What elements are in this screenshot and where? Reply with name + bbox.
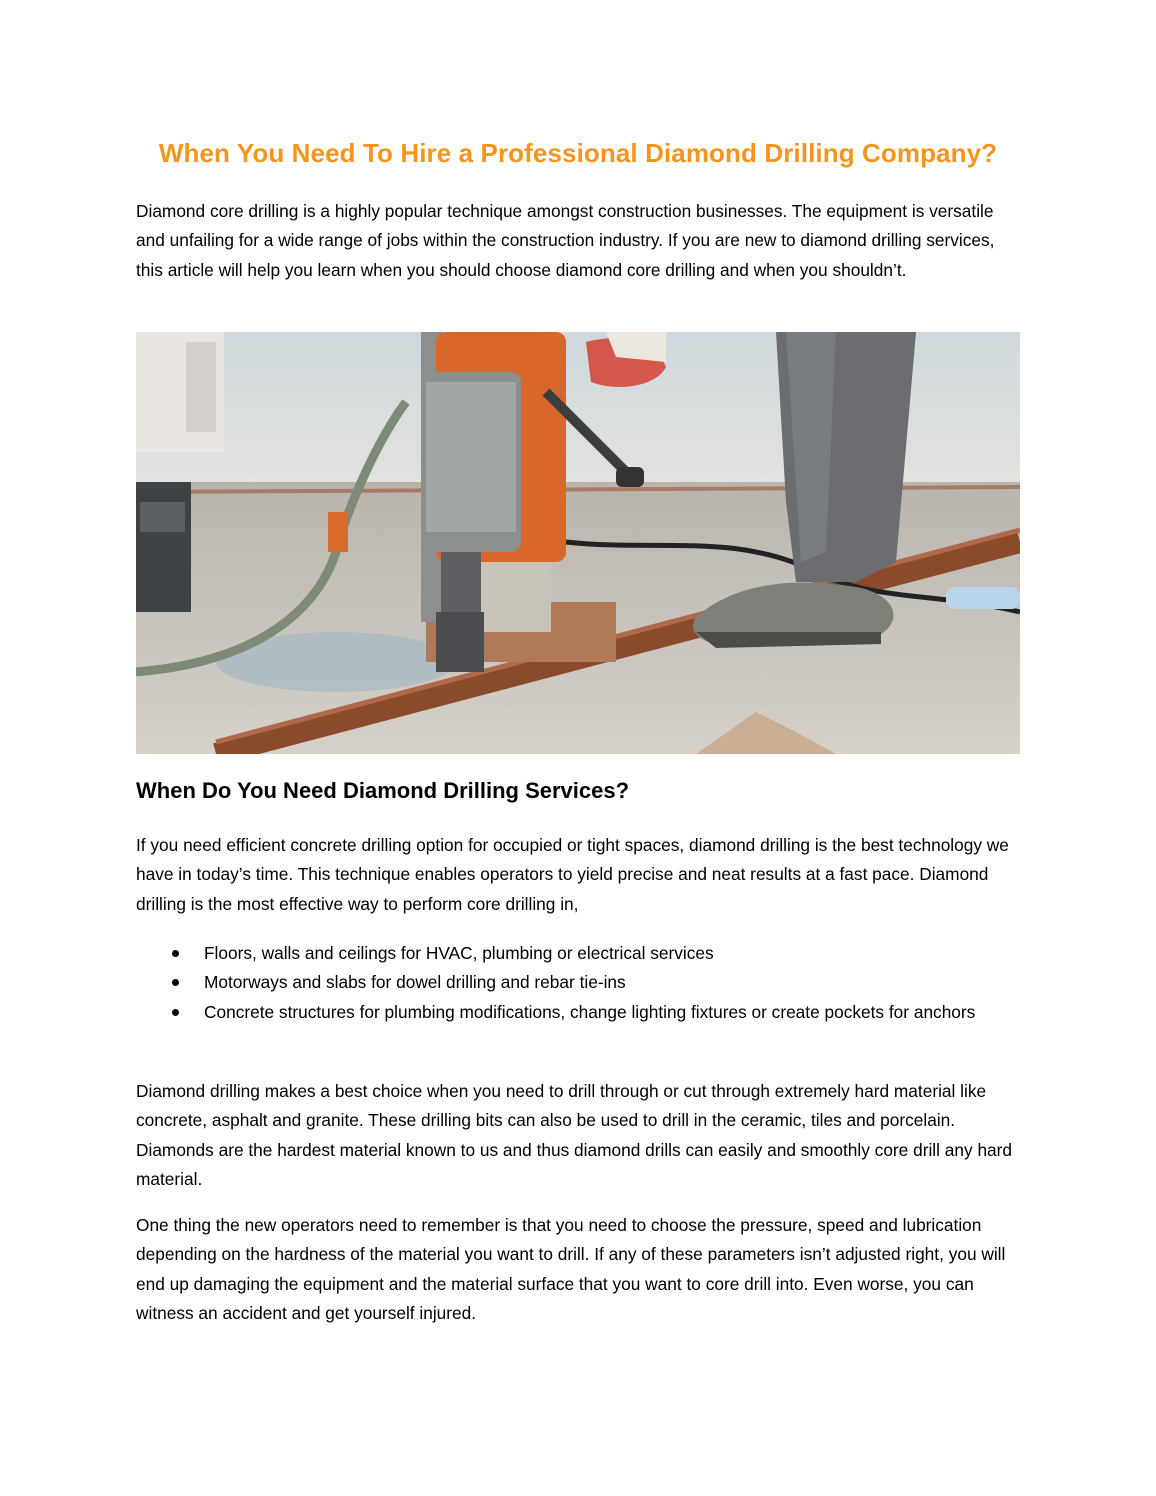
list-item-text: Floors, walls and ceilings for HVAC, plumbing or electrical services <box>204 943 714 963</box>
bullet-icon <box>172 979 179 986</box>
article-title: When You Need To Hire a Professional Diamond Drilling Company? <box>158 138 998 168</box>
bullet-icon <box>172 1009 179 1016</box>
list-item <box>136 968 1016 997</box>
operators-paragraph: One thing the new operators need to remember is that you need to choose the pressure, speed and lubrication depending on the hardness of the material you want to drill. If any of these parameters isn’t adjusted right, you will end up damaging the equipment and the material surface that you want to core drill into. Even worse, you can witness an accident and get yourself injured. <box>136 1215 1006 1324</box>
drilling-photo <box>136 332 1020 754</box>
list-item <box>136 939 1016 968</box>
list-item-text: Concrete structures for plumbing modifications, change lighting fixtures or create pockets for anchors <box>204 1001 976 1022</box>
section-intro-paragraph: If you need efficient concrete drilling option for occupied or tight spaces, diamond drilling is the best technology we have in today’s time. This technique enables operators to yield precise and neat results at a fast pace. Diamond drilling is the most effective way to perform core drilling in, <box>136 835 1009 914</box>
bullet-list <box>136 939 1016 1027</box>
list-item <box>136 998 1016 1027</box>
section-heading: When Do You Need Diamond Drilling Services? <box>136 778 630 803</box>
intro-paragraph: Diamond core drilling is a highly popular technique amongst construction businesses. The equipment is versatile and unfailing for a wide range of jobs within the construction industry. If you are new to diamond drilling services, this article will help you learn when you should choose diamond core drilling and when you shouldn’t. <box>136 201 995 280</box>
bullet-icon <box>172 950 179 957</box>
list-item-text: Motorways and slabs for dowel drilling and rebar tie-ins <box>204 972 626 993</box>
hard-materials-paragraph: Diamond drilling makes a best choice when you need to drill through or cut through extremely hard material like concrete, asphalt and granite. These drilling bits can also be used to drill in the ceramic, tiles and porcelain. Diamonds are the hardest material known to us and thus diamond drills can easily and smoothly core drill any hard material. <box>136 1081 1013 1190</box>
